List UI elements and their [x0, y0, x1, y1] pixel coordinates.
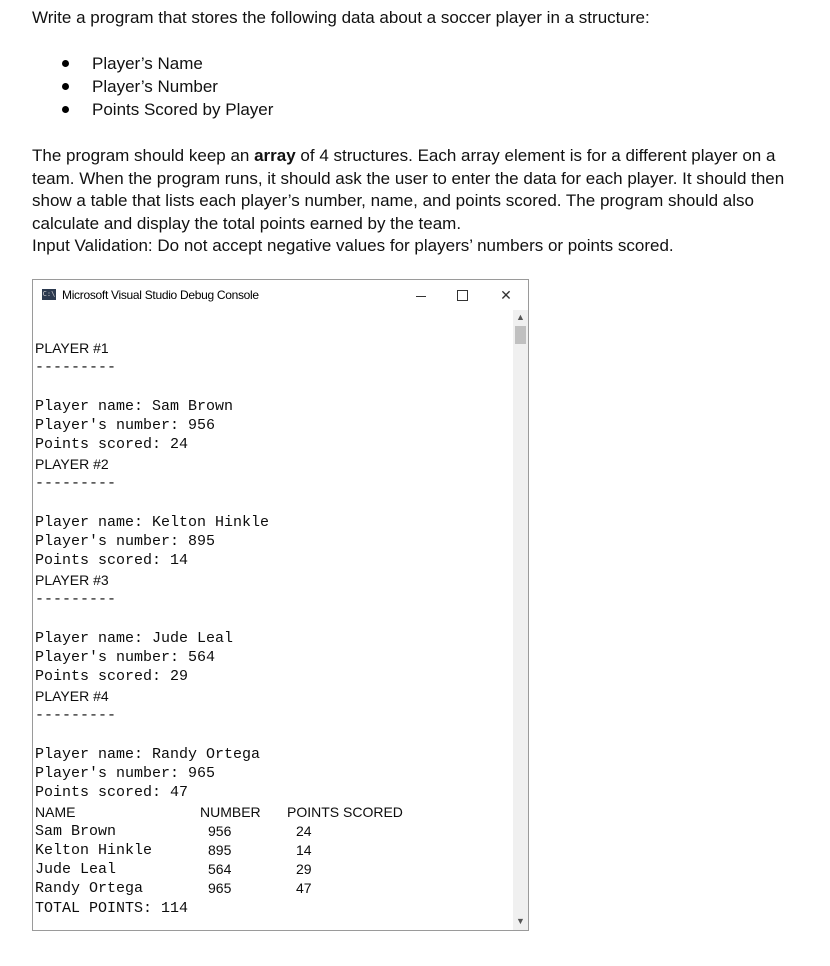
table-header-points: POINTS SCORED [287, 804, 403, 820]
table-cell-number: 965 [208, 880, 232, 896]
table-cell-name: Sam Brown [35, 823, 117, 840]
player-number-line: Player's number: 895 [35, 533, 216, 550]
minimize-button[interactable] [401, 283, 441, 307]
player-name-line: Player name: Randy Ortega [35, 746, 261, 763]
table-cell-name: Randy Ortega [35, 880, 144, 897]
table-header-name: NAME [35, 804, 76, 820]
window-title: Microsoft Visual Studio Debug Console [62, 288, 259, 302]
points-scored-line: Points scored: 47 [35, 784, 189, 801]
input-validation-text: Input Validation: Do not accept negative values for players’ numbers or points scored. [32, 236, 674, 255]
list-item: Player’s Number [32, 75, 273, 98]
player-heading: PLAYER #3 [35, 572, 109, 588]
player-heading: PLAYER #1 [35, 340, 109, 356]
close-button[interactable]: ✕ [500, 287, 512, 303]
scroll-thumb[interactable] [515, 326, 526, 344]
description-paragraph: The program should keep an array of 4 structures. Each array element is for a different player on a team. When the program runs, it should ask the user to enter the data for each player. It should then show a table that lists each player’s number, name, and points scored. The program should also calculate and display the total points earned by the team. [32, 146, 785, 233]
table-cell-name: Kelton Hinkle [35, 842, 153, 859]
table-cell-number: 564 [208, 861, 232, 877]
player-name-line: Player name: Kelton Hinkle [35, 514, 270, 531]
list-item: Player’s Name [32, 52, 273, 75]
table-cell-number: 895 [208, 842, 232, 858]
points-scored-line: Points scored: 24 [35, 436, 189, 453]
total-points-line: TOTAL POINTS: 114 [35, 900, 189, 917]
console-output[interactable] [33, 310, 514, 930]
player-number-line: Player's number: 564 [35, 649, 216, 666]
minimize-icon [416, 296, 426, 297]
player-number-line: Player's number: 965 [35, 765, 216, 782]
debug-console-window[interactable] [32, 279, 529, 931]
maximize-icon [457, 290, 468, 301]
table-cell-points: 14 [296, 842, 312, 858]
player-heading: PLAYER #4 [35, 688, 109, 704]
maximize-button[interactable] [442, 283, 482, 307]
bullet-icon [62, 106, 69, 113]
scroll-up-icon[interactable]: ▲ [516, 312, 525, 322]
field-list [32, 52, 273, 121]
bullet-icon [62, 60, 69, 67]
table-cell-name: Jude Leal [35, 861, 117, 878]
player-heading: PLAYER #2 [35, 456, 109, 472]
bullet-icon [62, 83, 69, 90]
table-cell-number: 956 [208, 823, 232, 839]
player-number-line: Player's number: 956 [35, 417, 216, 434]
table-cell-points: 47 [296, 880, 312, 896]
separator-line: --------- [35, 707, 117, 724]
separator-line: --------- [35, 359, 117, 376]
vertical-scrollbar[interactable] [513, 310, 528, 930]
player-name-line: Player name: Jude Leal [35, 630, 234, 647]
table-header-number: NUMBER [200, 804, 261, 820]
table-cell-points: 29 [296, 861, 312, 877]
console-icon: C:\ [42, 290, 56, 298]
points-scored-line: Points scored: 14 [35, 552, 189, 569]
player-name-line: Player name: Sam Brown [35, 398, 234, 415]
separator-line: --------- [35, 475, 117, 492]
scroll-down-icon[interactable]: ▼ [516, 916, 525, 926]
separator-line: --------- [35, 591, 117, 608]
title-bar[interactable] [33, 280, 528, 310]
list-item: Points Scored by Player [32, 98, 273, 121]
points-scored-line: Points scored: 29 [35, 668, 189, 685]
table-cell-points: 24 [296, 823, 312, 839]
intro-text: Write a program that stores the following data about a soccer player in a structure: [32, 8, 650, 27]
